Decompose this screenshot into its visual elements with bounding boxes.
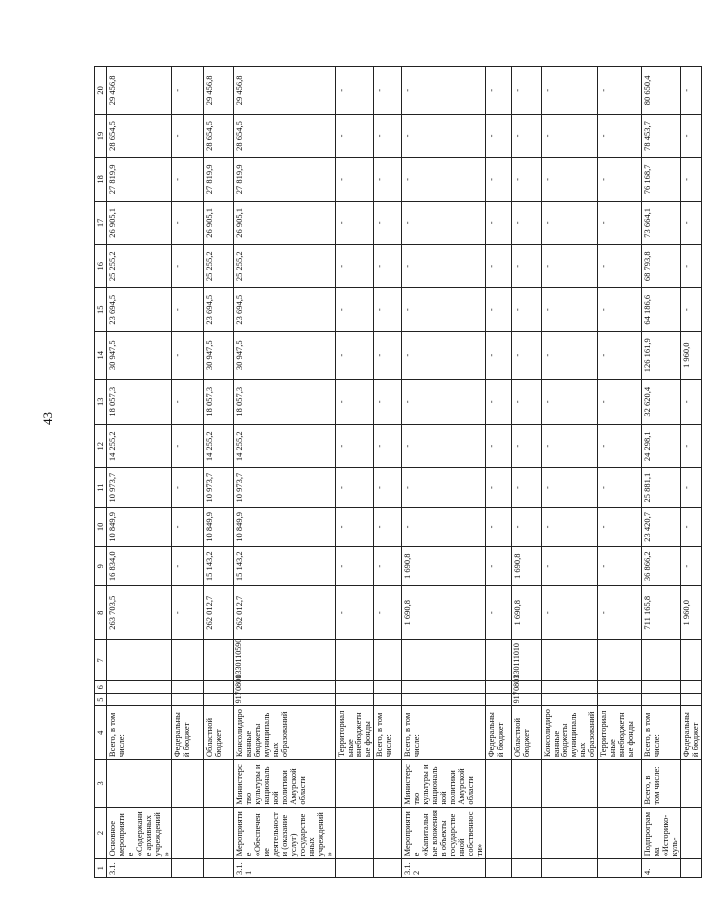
value-cell: - [374, 201, 402, 244]
funding-source-cell: Федеральный бюджет [172, 706, 204, 760]
value-cell: - [402, 158, 485, 201]
funding-source-cell: Областной бюджет [204, 706, 234, 760]
code-cell-5 [642, 693, 681, 705]
value-cell: 25 881,1 [642, 468, 681, 507]
value-cell: 262 012,7 [234, 586, 335, 640]
value-cell: - [374, 288, 402, 331]
value-cell: 1 960,0 [680, 331, 701, 379]
value-cell: - [374, 425, 402, 468]
value-cell: 14 255,2 [204, 425, 234, 468]
code-cell-5 [680, 693, 701, 705]
value-cell: - [335, 158, 374, 201]
value-cell: - [541, 67, 598, 115]
value-cell: - [374, 379, 402, 425]
value-cell: 263 703,5 [107, 586, 172, 640]
value-cell: - [172, 158, 204, 201]
value-cell: - [172, 425, 204, 468]
value-cell: 10 849,9 [234, 507, 335, 546]
value-cell: - [402, 288, 485, 331]
value-cell: 24 298,1 [642, 425, 681, 468]
code-cell-5 [335, 693, 374, 705]
value-cell: - [374, 586, 402, 640]
value-cell: - [402, 468, 485, 507]
row-number-cell [204, 859, 234, 878]
funding-source-cell: Консолидированные бюджеты муниципальных образований [541, 706, 598, 760]
value-cell: - [485, 468, 511, 507]
row-number-cell: 4. [642, 859, 681, 878]
value-cell: - [511, 468, 541, 507]
value-cell: - [511, 425, 541, 468]
value-cell: - [485, 586, 511, 640]
code-cell-7: 330111010 [511, 640, 541, 681]
value-cell: - [374, 158, 402, 201]
value-cell: - [598, 114, 642, 157]
value-cell: - [598, 288, 642, 331]
value-cell: - [374, 507, 402, 546]
value-cell: - [541, 158, 598, 201]
value-cell: - [402, 114, 485, 157]
value-cell: - [335, 547, 374, 586]
value-cell: 28 654,5 [107, 114, 172, 157]
value-cell: - [541, 507, 598, 546]
value-cell: 18 057,3 [204, 379, 234, 425]
funding-source-cell: Консолидированные бюджеты муниципальных образований [234, 706, 335, 760]
value-cell: - [598, 586, 642, 640]
column-header-7: 7 [95, 640, 107, 681]
value-cell: 76 168,7 [642, 158, 681, 201]
value-cell: - [541, 586, 598, 640]
value-cell: - [680, 201, 701, 244]
table-row [511, 67, 541, 878]
value-cell: 711 165,8 [642, 586, 681, 640]
program-name-cell [485, 807, 511, 859]
value-cell: 10 849,9 [107, 507, 172, 546]
code-cell-5: 917 [234, 693, 335, 705]
value-cell: - [374, 547, 402, 586]
code-cell-6 [642, 681, 681, 693]
column-header-17: 17 [95, 201, 107, 244]
column-header-11: 11 [95, 468, 107, 507]
responsible-cell: Министерство культуры и национальной политики Амурской области [402, 760, 485, 808]
code-cell-7 [598, 640, 642, 681]
value-cell: - [402, 507, 485, 546]
table-row [374, 67, 402, 878]
value-cell: - [541, 331, 598, 379]
table-row [598, 67, 642, 878]
code-cell-5 [172, 693, 204, 705]
column-number-header [95, 67, 107, 878]
value-cell: - [335, 288, 374, 331]
code-cell-6 [680, 681, 701, 693]
code-cell-7 [642, 640, 681, 681]
value-cell: 15 143,2 [204, 547, 234, 586]
value-cell: - [402, 67, 485, 115]
value-cell: 14 255,2 [234, 425, 335, 468]
value-cell: - [485, 201, 511, 244]
value-cell: 16 834,0 [107, 547, 172, 586]
value-cell: - [485, 379, 511, 425]
value-cell: - [485, 425, 511, 468]
page-number: 43 [40, 412, 55, 425]
value-cell: - [598, 245, 642, 288]
program-name-cell [511, 807, 541, 859]
responsible-cell [335, 760, 374, 808]
funding-source-cell: Всего, в том числе: [374, 706, 402, 760]
program-name-cell [374, 807, 402, 859]
value-cell: 27 819,9 [204, 158, 234, 201]
value-cell: - [680, 507, 701, 546]
value-cell: - [485, 114, 511, 157]
value-cell: - [511, 114, 541, 157]
value-cell: - [598, 379, 642, 425]
value-cell: - [511, 507, 541, 546]
responsible-cell [598, 760, 642, 808]
row-number-cell [335, 859, 374, 878]
value-cell: - [335, 586, 374, 640]
row-number-cell [541, 859, 598, 878]
value-cell: 14 255,2 [107, 425, 172, 468]
code-cell-5 [485, 693, 511, 705]
funding-source-cell: Всего, в том числе: [402, 706, 485, 760]
code-cell-7 [541, 640, 598, 681]
code-cell-7 [485, 640, 511, 681]
program-name-cell: Основное мероприятие «Содержание архивных учреждений» [107, 807, 172, 859]
rotated-table-container [94, 66, 700, 878]
value-cell: - [402, 379, 485, 425]
value-cell: - [172, 114, 204, 157]
value-cell: 26 905,1 [204, 201, 234, 244]
value-cell: 10 849,9 [204, 507, 234, 546]
value-cell: 28 654,5 [204, 114, 234, 157]
value-cell: - [511, 201, 541, 244]
value-cell: - [172, 507, 204, 546]
value-cell: 10 973,7 [204, 468, 234, 507]
table-row [335, 67, 374, 878]
value-cell: - [680, 288, 701, 331]
column-header-4: 4 [95, 706, 107, 760]
row-number-cell: 3.1. [107, 859, 172, 878]
value-cell: 29 456,8 [204, 67, 234, 115]
responsible-cell [107, 760, 172, 808]
value-cell: - [172, 67, 204, 115]
column-header-19: 19 [95, 114, 107, 157]
funding-source-cell: Всего, в том числе: [107, 706, 172, 760]
table-row [541, 67, 598, 878]
column-header-5: 5 [95, 693, 107, 705]
value-cell: - [541, 201, 598, 244]
value-cell: - [172, 288, 204, 331]
program-name-cell [204, 807, 234, 859]
value-cell: 1 690,8 [511, 586, 541, 640]
column-header-1: 1 [95, 859, 107, 878]
value-cell: - [541, 425, 598, 468]
value-cell: - [172, 547, 204, 586]
value-cell: - [485, 288, 511, 331]
value-cell: - [598, 201, 642, 244]
value-cell: 32 620,4 [642, 379, 681, 425]
value-cell: 25 255,2 [204, 245, 234, 288]
responsible-cell: Всего, в том числе: [642, 760, 681, 808]
value-cell: 25 255,2 [107, 245, 172, 288]
funding-source-cell: Областной бюджет [511, 706, 541, 760]
value-cell: 30 947,5 [234, 331, 335, 379]
value-cell: 27 819,9 [234, 158, 335, 201]
value-cell: 262 012,7 [204, 586, 234, 640]
value-cell: - [485, 158, 511, 201]
value-cell: - [172, 468, 204, 507]
value-cell: - [172, 331, 204, 379]
value-cell: - [485, 331, 511, 379]
value-cell: - [172, 201, 204, 244]
code-cell-5 [541, 693, 598, 705]
column-header-6: 6 [95, 681, 107, 693]
code-cell-6 [172, 681, 204, 693]
code-cell-5 [107, 693, 172, 705]
code-cell-6: 0801 [234, 681, 335, 693]
program-name-cell: Мероприятие «Капитальные вложения в объекты государственной собственности» [402, 807, 485, 859]
row-number-cell [680, 859, 701, 878]
value-cell: - [402, 425, 485, 468]
value-cell: - [541, 379, 598, 425]
value-cell: - [598, 425, 642, 468]
value-cell: 1 690,8 [402, 586, 485, 640]
code-cell-7 [402, 640, 485, 681]
value-cell: - [541, 114, 598, 157]
row-number-cell [485, 859, 511, 878]
value-cell: - [680, 67, 701, 115]
value-cell: 15 143,2 [234, 547, 335, 586]
value-cell: - [172, 586, 204, 640]
column-header-14: 14 [95, 331, 107, 379]
value-cell: - [485, 67, 511, 115]
value-cell: - [511, 288, 541, 331]
table-row [234, 67, 335, 878]
code-cell-5 [374, 693, 402, 705]
value-cell: - [335, 331, 374, 379]
value-cell: 26 905,1 [107, 201, 172, 244]
value-cell: - [541, 468, 598, 507]
code-cell-7 [172, 640, 204, 681]
code-cell-6 [335, 681, 374, 693]
responsible-cell: Министерство культуры и национальной политики Амурской области [234, 760, 335, 808]
value-cell: - [335, 114, 374, 157]
value-cell: - [598, 331, 642, 379]
column-header-18: 18 [95, 158, 107, 201]
table-row [485, 67, 511, 878]
value-cell: 1 690,8 [402, 547, 485, 586]
value-cell: 25 255,2 [234, 245, 335, 288]
value-cell: - [374, 67, 402, 115]
value-cell: 18 057,3 [234, 379, 335, 425]
value-cell: - [680, 245, 701, 288]
table-row [642, 67, 681, 878]
table-row [204, 67, 234, 878]
value-cell: - [374, 468, 402, 507]
code-cell-7 [680, 640, 701, 681]
program-name-cell [598, 807, 642, 859]
value-cell: 29 456,8 [107, 67, 172, 115]
code-cell-6 [485, 681, 511, 693]
value-cell: - [680, 379, 701, 425]
code-cell-6: 0801 [511, 681, 541, 693]
value-cell: - [335, 67, 374, 115]
value-cell: - [598, 468, 642, 507]
value-cell: 29 456,8 [234, 67, 335, 115]
column-header-10: 10 [95, 507, 107, 546]
responsible-cell [485, 760, 511, 808]
column-header-9: 9 [95, 547, 107, 586]
value-cell: 10 973,7 [107, 468, 172, 507]
value-cell: - [511, 67, 541, 115]
value-cell: 28 654,5 [234, 114, 335, 157]
code-cell-5: 917 [511, 693, 541, 705]
funding-source-cell: Территориальные внебюджетные фонды [598, 706, 642, 760]
responsible-cell [511, 760, 541, 808]
funding-source-cell: Всего, в том числе: [642, 706, 681, 760]
column-header-20: 20 [95, 67, 107, 115]
table-row [107, 67, 172, 878]
code-cell-6 [541, 681, 598, 693]
value-cell: 26 905,1 [234, 201, 335, 244]
value-cell: - [541, 245, 598, 288]
code-cell-5 [598, 693, 642, 705]
column-header-15: 15 [95, 288, 107, 331]
code-cell-7 [107, 640, 172, 681]
value-cell: - [511, 158, 541, 201]
row-number-cell: 3.1.1 [234, 859, 335, 878]
program-name-cell [680, 807, 701, 859]
program-name-cell [335, 807, 374, 859]
value-cell: - [335, 425, 374, 468]
value-cell: 78 453,7 [642, 114, 681, 157]
funding-source-cell: Территориальные внебюджетные фонды [335, 706, 374, 760]
funding-source-cell: Федеральный бюджет [680, 706, 701, 760]
responsible-cell [374, 760, 402, 808]
value-cell: - [541, 288, 598, 331]
column-header-12: 12 [95, 425, 107, 468]
funding-source-cell: Федеральный бюджет [485, 706, 511, 760]
row-number-cell [598, 859, 642, 878]
budget-table [94, 66, 702, 878]
value-cell: - [402, 245, 485, 288]
code-cell-6 [374, 681, 402, 693]
value-cell: - [680, 425, 701, 468]
value-cell: - [680, 547, 701, 586]
code-cell-6 [107, 681, 172, 693]
code-cell-6 [598, 681, 642, 693]
value-cell: - [402, 331, 485, 379]
value-cell: - [598, 547, 642, 586]
value-cell: 64 186,6 [642, 288, 681, 331]
value-cell: - [402, 201, 485, 244]
row-number-cell [374, 859, 402, 878]
value-cell: - [374, 114, 402, 157]
value-cell: 30 947,5 [204, 331, 234, 379]
column-header-2: 2 [95, 807, 107, 859]
code-cell-7 [335, 640, 374, 681]
program-name-cell: Мероприятие «Обеспечение деятельности (оказание услуг) государственных учреждений» [234, 807, 335, 859]
column-header-13: 13 [95, 379, 107, 425]
column-header-16: 16 [95, 245, 107, 288]
table-row [172, 67, 204, 878]
column-header-3: 3 [95, 760, 107, 808]
code-cell-5 [204, 693, 234, 705]
value-cell: 23 694,5 [204, 288, 234, 331]
value-cell: - [374, 245, 402, 288]
code-cell-5 [402, 693, 485, 705]
responsible-cell [541, 760, 598, 808]
table-row [402, 67, 485, 878]
value-cell: 36 866,2 [642, 547, 681, 586]
value-cell: - [172, 245, 204, 288]
value-cell: - [335, 245, 374, 288]
row-number-cell: 3.1.2 [402, 859, 485, 878]
responsible-cell [172, 760, 204, 808]
value-cell: 1 960,0 [680, 586, 701, 640]
value-cell: - [374, 331, 402, 379]
responsible-cell [680, 760, 701, 808]
program-name-cell [172, 807, 204, 859]
value-cell: - [485, 245, 511, 288]
value-cell: - [598, 158, 642, 201]
value-cell: 10 973,7 [234, 468, 335, 507]
value-cell: 30 947,5 [107, 331, 172, 379]
value-cell: 126 161,9 [642, 331, 681, 379]
code-cell-7 [204, 640, 234, 681]
value-cell: 1 690,8 [511, 547, 541, 586]
value-cell: 80 650,4 [642, 67, 681, 115]
value-cell: - [172, 379, 204, 425]
program-name-cell [541, 807, 598, 859]
value-cell: - [511, 379, 541, 425]
value-cell: - [485, 547, 511, 586]
code-cell-6 [204, 681, 234, 693]
value-cell: - [511, 245, 541, 288]
value-cell: 23 420,7 [642, 507, 681, 546]
table-row [680, 67, 701, 878]
value-cell: - [541, 547, 598, 586]
code-cell-7: 0330110590 [234, 640, 335, 681]
row-number-cell [172, 859, 204, 878]
row-number-cell [511, 859, 541, 878]
value-cell: - [335, 468, 374, 507]
code-cell-7 [374, 640, 402, 681]
value-cell: - [598, 507, 642, 546]
value-cell: 23 694,5 [107, 288, 172, 331]
value-cell: 68 793,8 [642, 245, 681, 288]
value-cell: - [485, 507, 511, 546]
value-cell: - [335, 201, 374, 244]
value-cell: - [511, 331, 541, 379]
code-cell-6 [402, 681, 485, 693]
value-cell: - [335, 379, 374, 425]
value-cell: 23 694,5 [234, 288, 335, 331]
value-cell: - [680, 158, 701, 201]
value-cell: - [598, 67, 642, 115]
value-cell: 27 819,9 [107, 158, 172, 201]
value-cell: - [680, 468, 701, 507]
program-name-cell: Подпрограмма «Историко-куль- [642, 807, 681, 859]
value-cell: - [335, 507, 374, 546]
column-header-8: 8 [95, 586, 107, 640]
value-cell: 18 057,3 [107, 379, 172, 425]
value-cell: 73 664,1 [642, 201, 681, 244]
responsible-cell [204, 760, 234, 808]
value-cell: - [680, 114, 701, 157]
